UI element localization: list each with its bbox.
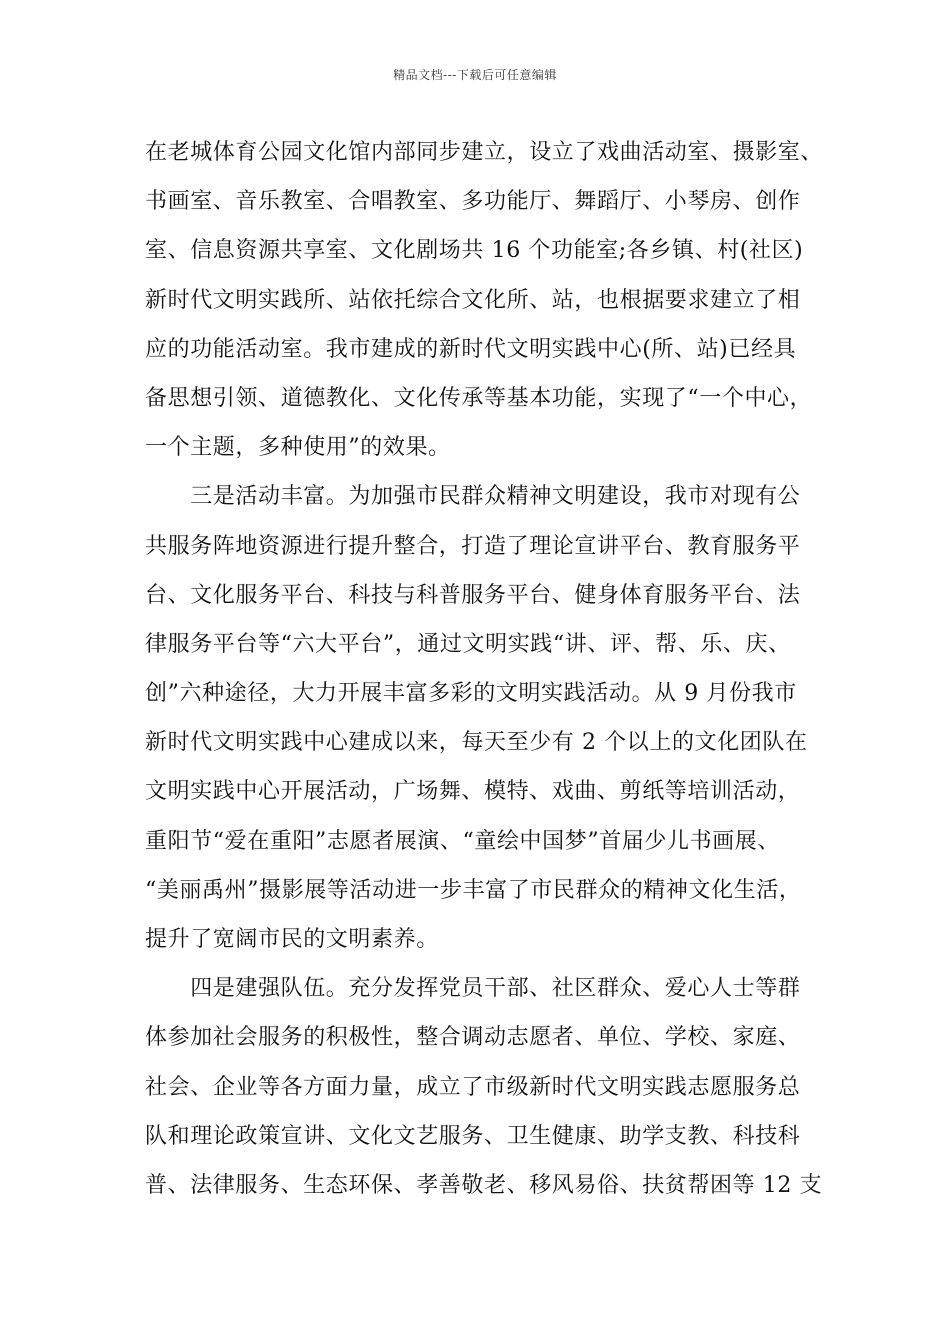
text-line: 律服务平台等“六大平台”，通过文明实践“讲、评、帮、乐、庆、 [145, 631, 791, 657]
text-line: 体参加社会服务的积极性，整合调动志愿者、单位、学校、家庭、 [145, 1025, 801, 1051]
text-line: 文明实践中心开展活动，广场舞、模特、戏曲、剪纸等培训活动， [145, 779, 801, 805]
text-line: 四是建强队伍。充分发挥党员干部、社区群众、爱心人士等群 [145, 976, 801, 1002]
text-line: 台、文化服务平台、科技与科普服务平台、健身体育服务平台、法 [145, 582, 801, 608]
text-line: 队和理论政策宣讲、文化文艺服务、卫生健康、助学支教、科技科 [145, 1123, 801, 1149]
text-line: 社会、企业等各方面力量，成立了市级新时代文明实践志愿服务总 [145, 1074, 801, 1100]
text-line: 普、法律服务、生态环保、孝善敬老、移风易俗、扶贫帮困等 12 支 [145, 1172, 823, 1198]
document-body [145, 128, 825, 1210]
text-line: 书画室、音乐教室、合唱教室、多功能厅、舞蹈厅、小琴房、创作 [145, 189, 801, 215]
page-header: 精品文档---下载后可任意编辑 [393, 68, 557, 82]
text-line: 提升了宽阔市民的文明素养。 [145, 927, 439, 952]
text-line: “美丽禹州”摄影展等活动进一步丰富了市民群众的精神文化生活， [145, 877, 802, 903]
text-line: 创”六种途径，大力开展丰富多彩的文明实践活动。从 9 月份我市 [145, 681, 797, 707]
text-line: 备思想引领、道德教化、文化传承等基本功能，实现了“一个中心， [145, 385, 813, 411]
text-line: 共服务阵地资源进行提升整合，打造了理论宣讲平台、教育服务平 [145, 533, 801, 559]
text-line: 重阳节“爱在重阳”志愿者展演、“童绘中国梦”首届少儿书画展、 [145, 828, 780, 854]
text-line: 一个主题，多种使用”的效果。 [145, 435, 451, 461]
text-line: 新时代文明实践中心建成以来，每天至少有 2 个以上的文化团队在 [145, 730, 808, 756]
text-line: 应的功能活动室。我市建成的新时代文明实践中心(所、站)已经具 [145, 336, 797, 362]
text-line: 在老城体育公园文化馆内部同步建立，设立了戏曲活动室、摄影室、 [145, 140, 824, 165]
text-line: 室、信息资源共享室、文化剧场共 16 个功能室;各乡镇、村(社区) [145, 238, 804, 264]
text-line: 新时代文明实践所、站依托综合文化所、站，也根据要求建立了相 [145, 287, 801, 313]
text-line: 三是活动丰富。为加强市民群众精神文明建设，我市对现有公 [145, 484, 801, 510]
